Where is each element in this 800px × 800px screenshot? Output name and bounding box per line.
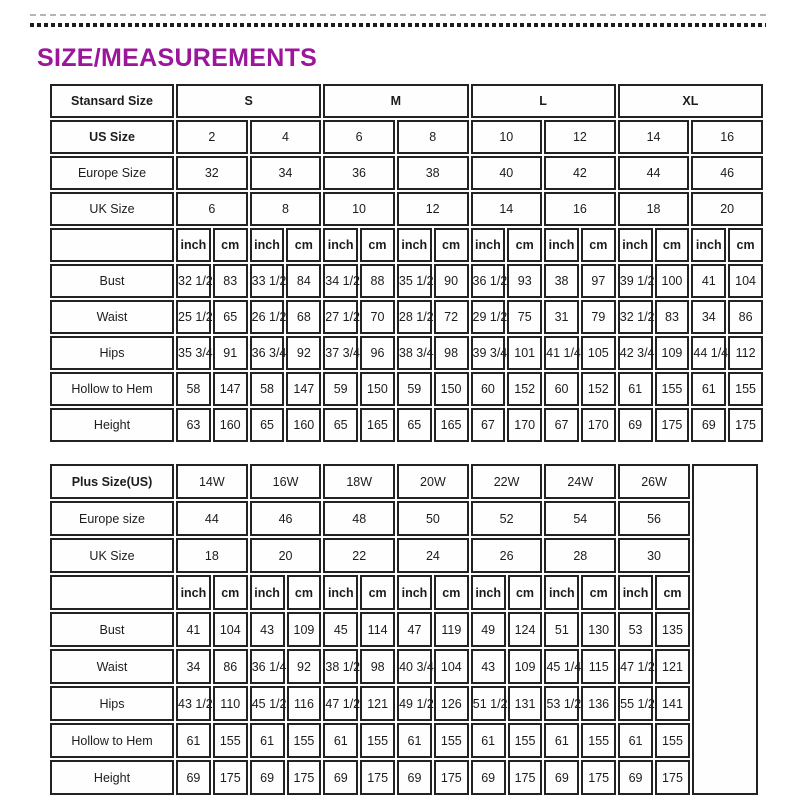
cell: 38 1/2 [323, 649, 358, 684]
table-row [50, 228, 763, 262]
page-title: SIZE/MEASUREMENTS [37, 44, 318, 72]
cell: 55 1/2 [618, 686, 653, 721]
cell: inch [250, 228, 285, 262]
cell: 150 [434, 372, 469, 406]
cell: 41 1/4 [544, 336, 579, 370]
cell: 36 1/4 [250, 649, 285, 684]
cell: 18 [176, 538, 248, 573]
row-label: Europe Size [50, 156, 174, 190]
cell: cm [213, 575, 248, 610]
cell: cm [286, 228, 321, 262]
cell: 47 1/2 [323, 686, 358, 721]
cell: 14 [618, 120, 690, 154]
cell: 46 [250, 501, 322, 536]
cell: 10 [471, 120, 543, 154]
cell: 8 [250, 192, 322, 226]
cell: 27 1/2 [323, 300, 358, 334]
table-row [50, 612, 758, 647]
cell: 175 [434, 760, 469, 795]
standard-size-table [48, 82, 765, 444]
cell: 35 3/4 [176, 336, 211, 370]
cell: 175 [213, 760, 248, 795]
cell: 165 [360, 408, 395, 442]
cell: 34 [250, 156, 322, 190]
cell: 39 1/2 [618, 264, 653, 298]
cell: 32 1/2 [176, 264, 211, 298]
cell: 59 [397, 372, 432, 406]
cell: 49 [471, 612, 506, 647]
cell: 40 3/4 [397, 649, 432, 684]
cell: 34 [691, 300, 726, 334]
cell: 121 [360, 686, 395, 721]
cell: L [471, 84, 616, 118]
table-row [50, 120, 763, 154]
cell: 33 1/2 [250, 264, 285, 298]
cell: 61 [471, 723, 506, 758]
cell: 53 1/2 [544, 686, 579, 721]
cell: 104 [728, 264, 763, 298]
table-row [50, 538, 758, 573]
cell: 31 [544, 300, 579, 334]
cell: 59 [323, 372, 358, 406]
cell: 34 [176, 649, 211, 684]
cell: 115 [581, 649, 616, 684]
cell: 79 [581, 300, 616, 334]
cell: 2 [176, 120, 248, 154]
cell: 155 [213, 723, 248, 758]
cell: 14 [471, 192, 543, 226]
divider-dashed-gray [30, 14, 766, 16]
cell: 61 [250, 723, 285, 758]
cell: 91 [213, 336, 248, 370]
cell: 26 [471, 538, 543, 573]
cell: 175 [360, 760, 395, 795]
table-row [50, 156, 763, 190]
cell: inch [618, 228, 653, 262]
cell: 16 [691, 120, 763, 154]
cell: 47 [397, 612, 432, 647]
cell: 67 [544, 408, 579, 442]
divider-dotted-black [30, 23, 766, 27]
cell: 100 [655, 264, 690, 298]
cell: cm [581, 228, 616, 262]
cell: 51 1/2 [471, 686, 506, 721]
cell: 32 [176, 156, 248, 190]
cell: 6 [323, 120, 395, 154]
cell: 45 1/2 [250, 686, 285, 721]
cell: inch [618, 575, 653, 610]
cell: 69 [397, 760, 432, 795]
cell: 93 [507, 264, 542, 298]
table-row [50, 84, 763, 118]
cell: 30 [618, 538, 690, 573]
cell: 109 [287, 612, 322, 647]
cell: 28 [544, 538, 616, 573]
cell: 170 [581, 408, 616, 442]
cell: 58 [250, 372, 285, 406]
cell: 86 [728, 300, 763, 334]
cell: 90 [434, 264, 469, 298]
cell: 170 [507, 408, 542, 442]
row-label: Waist [50, 649, 174, 684]
cell: cm [581, 575, 616, 610]
row-label [50, 575, 174, 610]
cell: 152 [507, 372, 542, 406]
empty-cell [692, 464, 758, 795]
cell: 150 [360, 372, 395, 406]
cell: 175 [728, 408, 763, 442]
cell: 20 [691, 192, 763, 226]
cell: 160 [213, 408, 248, 442]
cell: 58 [176, 372, 211, 406]
cell: 16W [250, 464, 322, 499]
cell: 34 1/2 [323, 264, 358, 298]
cell: 175 [655, 760, 690, 795]
cell: inch [397, 575, 432, 610]
cell: 86 [213, 649, 248, 684]
cell: 96 [360, 336, 395, 370]
cell: inch [544, 575, 579, 610]
cell: 24W [544, 464, 616, 499]
row-label: UK Size [50, 192, 174, 226]
cell: 12 [397, 192, 469, 226]
table-row [50, 649, 758, 684]
cell: 155 [508, 723, 543, 758]
table-row [50, 264, 763, 298]
cell: 36 [323, 156, 395, 190]
cell: 43 1/2 [176, 686, 211, 721]
row-label: Waist [50, 300, 174, 334]
cell: 49 1/2 [397, 686, 432, 721]
cell: 130 [581, 612, 616, 647]
table-row [50, 464, 758, 499]
cell: 61 [618, 372, 653, 406]
cell: 116 [287, 686, 322, 721]
table-row [50, 575, 758, 610]
row-label: Height [50, 760, 174, 795]
table-row [50, 723, 758, 758]
cell: 38 [544, 264, 579, 298]
cell: 61 [397, 723, 432, 758]
cell: 47 1/2 [618, 649, 653, 684]
cell: 68 [286, 300, 321, 334]
cell: 16 [544, 192, 616, 226]
cell: inch [323, 228, 358, 262]
cell: 36 3/4 [250, 336, 285, 370]
cell: cm [728, 228, 763, 262]
cell: 97 [581, 264, 616, 298]
cell: 35 1/2 [397, 264, 432, 298]
cell: 69 [323, 760, 358, 795]
cell: 109 [655, 336, 690, 370]
cell: 60 [544, 372, 579, 406]
cell: 46 [691, 156, 763, 190]
cell: 45 [323, 612, 358, 647]
cell: 175 [508, 760, 543, 795]
row-label: Plus Size(US) [50, 464, 174, 499]
cell: 48 [323, 501, 395, 536]
cell: 175 [655, 408, 690, 442]
cell: 88 [360, 264, 395, 298]
cell: inch [471, 575, 506, 610]
cell: 10 [323, 192, 395, 226]
cell: 155 [360, 723, 395, 758]
cell: cm [508, 575, 543, 610]
row-label: Hollow to Hem [50, 372, 174, 406]
table-row [50, 760, 758, 795]
cell: 28 1/2 [397, 300, 432, 334]
cell: 135 [655, 612, 690, 647]
cell: 147 [286, 372, 321, 406]
cell: 24 [397, 538, 469, 573]
cell: 155 [728, 372, 763, 406]
cell: 65 [213, 300, 248, 334]
cell: 12 [544, 120, 616, 154]
row-label: Bust [50, 264, 174, 298]
cell: 37 3/4 [323, 336, 358, 370]
cell: 155 [655, 372, 690, 406]
cell: 50 [397, 501, 469, 536]
cell: inch [544, 228, 579, 262]
cell: 18W [323, 464, 395, 499]
cell: 70 [360, 300, 395, 334]
cell: 124 [508, 612, 543, 647]
cell: M [323, 84, 468, 118]
table-row [50, 192, 763, 226]
cell: 69 [471, 760, 506, 795]
cell: 52 [471, 501, 543, 536]
cell: cm [360, 575, 395, 610]
cell: 101 [507, 336, 542, 370]
cell: 69 [176, 760, 211, 795]
table-row [50, 686, 758, 721]
cell: 69 [544, 760, 579, 795]
cell: 61 [544, 723, 579, 758]
cell: 152 [581, 372, 616, 406]
cell: 41 [176, 612, 211, 647]
cell: inch [691, 228, 726, 262]
cell: 39 3/4 [471, 336, 506, 370]
cell: 6 [176, 192, 248, 226]
table-row [50, 336, 763, 370]
cell: 175 [287, 760, 322, 795]
cell: 20W [397, 464, 469, 499]
row-label: Bust [50, 612, 174, 647]
cell: 61 [618, 723, 653, 758]
cell: 131 [508, 686, 543, 721]
cell: 45 1/4 [544, 649, 579, 684]
cell: 63 [176, 408, 211, 442]
cell: 61 [323, 723, 358, 758]
cell: inch [250, 575, 285, 610]
cell: 69 [618, 760, 653, 795]
cell: 160 [286, 408, 321, 442]
cell: cm [360, 228, 395, 262]
cell: 32 1/2 [618, 300, 653, 334]
cell: 141 [655, 686, 690, 721]
cell: 43 [471, 649, 506, 684]
row-label: US Size [50, 120, 174, 154]
cell: 136 [581, 686, 616, 721]
cell: 4 [250, 120, 322, 154]
cell: 61 [176, 723, 211, 758]
cell: inch [323, 575, 358, 610]
row-label: Hips [50, 686, 174, 721]
cell: 44 [176, 501, 248, 536]
cell: 65 [397, 408, 432, 442]
cell: inch [397, 228, 432, 262]
cell: 92 [287, 649, 322, 684]
cell: 22W [471, 464, 543, 499]
cell: 84 [286, 264, 321, 298]
cell: 36 1/2 [471, 264, 506, 298]
cell: cm [213, 228, 248, 262]
cell: 98 [434, 336, 469, 370]
cell: 54 [544, 501, 616, 536]
cell: 51 [544, 612, 579, 647]
cell: 126 [434, 686, 469, 721]
cell: 155 [655, 723, 690, 758]
cell: 104 [434, 649, 469, 684]
cell: 18 [618, 192, 690, 226]
cell: inch [176, 228, 211, 262]
cell: 8 [397, 120, 469, 154]
cell: 104 [213, 612, 248, 647]
cell: 83 [213, 264, 248, 298]
cell: XL [618, 84, 763, 118]
table-row [50, 408, 763, 442]
cell: 112 [728, 336, 763, 370]
cell: 42 3/4 [618, 336, 653, 370]
cell: 175 [581, 760, 616, 795]
cell: cm [434, 575, 469, 610]
cell: 69 [618, 408, 653, 442]
cell: 26 1/2 [250, 300, 285, 334]
plus-size-table [48, 462, 760, 797]
cell: 155 [581, 723, 616, 758]
table-row [50, 501, 758, 536]
table-row [50, 300, 763, 334]
row-label: Hollow to Hem [50, 723, 174, 758]
cell: cm [287, 575, 322, 610]
cell: cm [655, 575, 690, 610]
cell: 60 [471, 372, 506, 406]
row-label [50, 228, 174, 262]
cell: 105 [581, 336, 616, 370]
cell: 110 [213, 686, 248, 721]
cell: cm [507, 228, 542, 262]
cell: 65 [250, 408, 285, 442]
table-row [50, 372, 763, 406]
cell: 26W [618, 464, 690, 499]
cell: 38 3/4 [397, 336, 432, 370]
cell: 41 [691, 264, 726, 298]
cell: 38 [397, 156, 469, 190]
cell: 147 [213, 372, 248, 406]
cell: 165 [434, 408, 469, 442]
cell: 25 1/2 [176, 300, 211, 334]
cell: 22 [323, 538, 395, 573]
row-label: Stansard Size [50, 84, 174, 118]
cell: 67 [471, 408, 506, 442]
cell: 14W [176, 464, 248, 499]
cell: 53 [618, 612, 653, 647]
cell: 20 [250, 538, 322, 573]
cell: inch [471, 228, 506, 262]
row-label: Europe size [50, 501, 174, 536]
row-label: Hips [50, 336, 174, 370]
cell: 114 [360, 612, 395, 647]
cell: 119 [434, 612, 469, 647]
cell: 42 [544, 156, 616, 190]
cell: 43 [250, 612, 285, 647]
cell: 72 [434, 300, 469, 334]
cell: 61 [691, 372, 726, 406]
cell: 155 [287, 723, 322, 758]
cell: 69 [691, 408, 726, 442]
cell: 44 1/4 [691, 336, 726, 370]
row-label: UK Size [50, 538, 174, 573]
cell: inch [176, 575, 211, 610]
cell: S [176, 84, 321, 118]
cell: 29 1/2 [471, 300, 506, 334]
cell: cm [655, 228, 690, 262]
cell: 69 [250, 760, 285, 795]
cell: 65 [323, 408, 358, 442]
cell: 121 [655, 649, 690, 684]
cell: 56 [618, 501, 690, 536]
cell: 109 [508, 649, 543, 684]
cell: 75 [507, 300, 542, 334]
cell: 155 [434, 723, 469, 758]
cell: 98 [360, 649, 395, 684]
row-label: Height [50, 408, 174, 442]
cell: 40 [471, 156, 543, 190]
cell: 44 [618, 156, 690, 190]
cell: cm [434, 228, 469, 262]
cell: 83 [655, 300, 690, 334]
cell: 92 [286, 336, 321, 370]
